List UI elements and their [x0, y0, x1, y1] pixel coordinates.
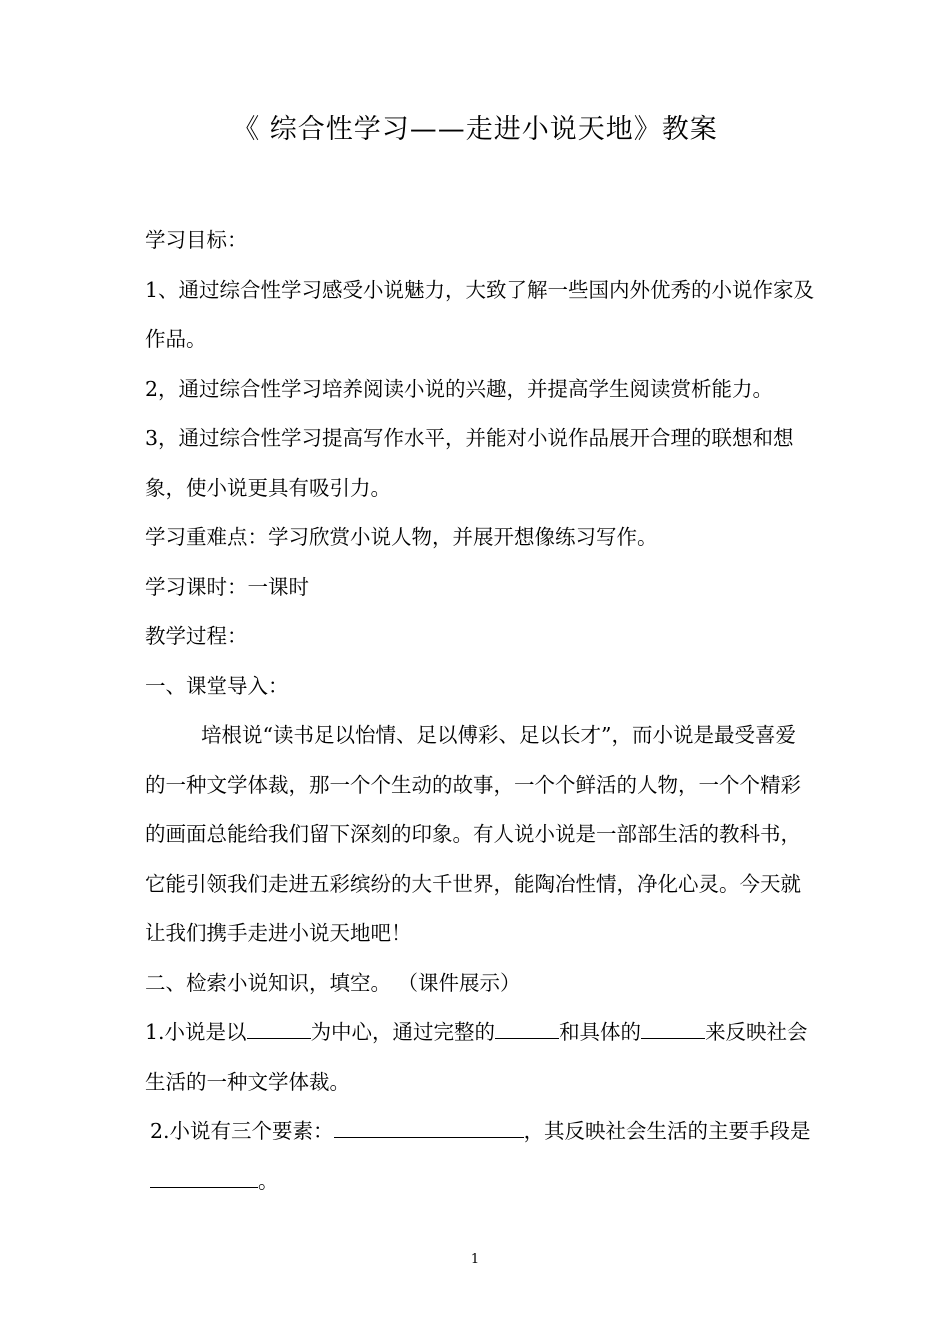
section1-heading: 一、课堂导入： [145, 673, 289, 698]
q1-text-2: 为中心，通过完整的 [310, 1020, 496, 1044]
objectives-heading: 学习目标： [145, 228, 248, 252]
q1-text-3: 和具体的 [559, 1020, 642, 1044]
q1-text-4: 来反映社会生活的一种文学体裁。 [145, 1020, 808, 1094]
question-1 [145, 1008, 815, 1107]
q1-text-1: 1.小说是以 [145, 1020, 247, 1044]
section1-paragraph: 培根说“读书足以怡情、足以傅彩、足以长才”，而小说是最受喜爱的一种文学体裁，那一个个生动的故事，一个个鲜活的人物，一个个精彩的画面总能给我们留下深刻的印象。有人说小说是一部部生活的教科书，它能引领我们走进五彩缤纷的大千世界，能陶冶性情，净化心灵。今天就让我们携手走进小说天地吧！ [145, 723, 801, 945]
q1-blank-3 [641, 1016, 705, 1039]
section2-heading: 二、检索小说知识，填空。 （课件展示） [145, 970, 521, 995]
objective-item-1: 1、通过综合性学习感受小说魅力，大致了解一些国内外优秀的小说作家及作品。 [145, 277, 815, 351]
page-number: 1 [470, 1252, 480, 1267]
q2-text-3: 。 [258, 1168, 279, 1193]
objective-item-3: 3，通过综合性学习提高写作水平，并能对小说作品展开合理的联想和想象，使小说更具有吸引力。 [145, 426, 794, 500]
document-body [145, 216, 815, 1206]
page-title: 《 综合性学习——走进小说天地》教案 [232, 114, 718, 145]
q2-blank-2 [150, 1165, 258, 1188]
q2-text-1: 2.小说有三个要素： [150, 1119, 334, 1143]
q2-text-2: ，其反映社会生活的主要手段是 [523, 1119, 811, 1143]
q2-blank-1 [334, 1115, 524, 1138]
process-heading: 教学过程： [145, 624, 248, 648]
class-hours: 学习课时：一课时 [145, 574, 309, 599]
q1-blank-2 [495, 1016, 559, 1039]
key-points: 学习重难点：学习欣赏小说人物，并展开想像练习写作。 [145, 525, 658, 549]
q1-blank-1 [247, 1016, 311, 1039]
question-2 [145, 1107, 815, 1206]
objective-item-2: 2，通过综合性学习培养阅读小说的兴趣，并提高学生阅读赏析能力。 [145, 376, 774, 401]
